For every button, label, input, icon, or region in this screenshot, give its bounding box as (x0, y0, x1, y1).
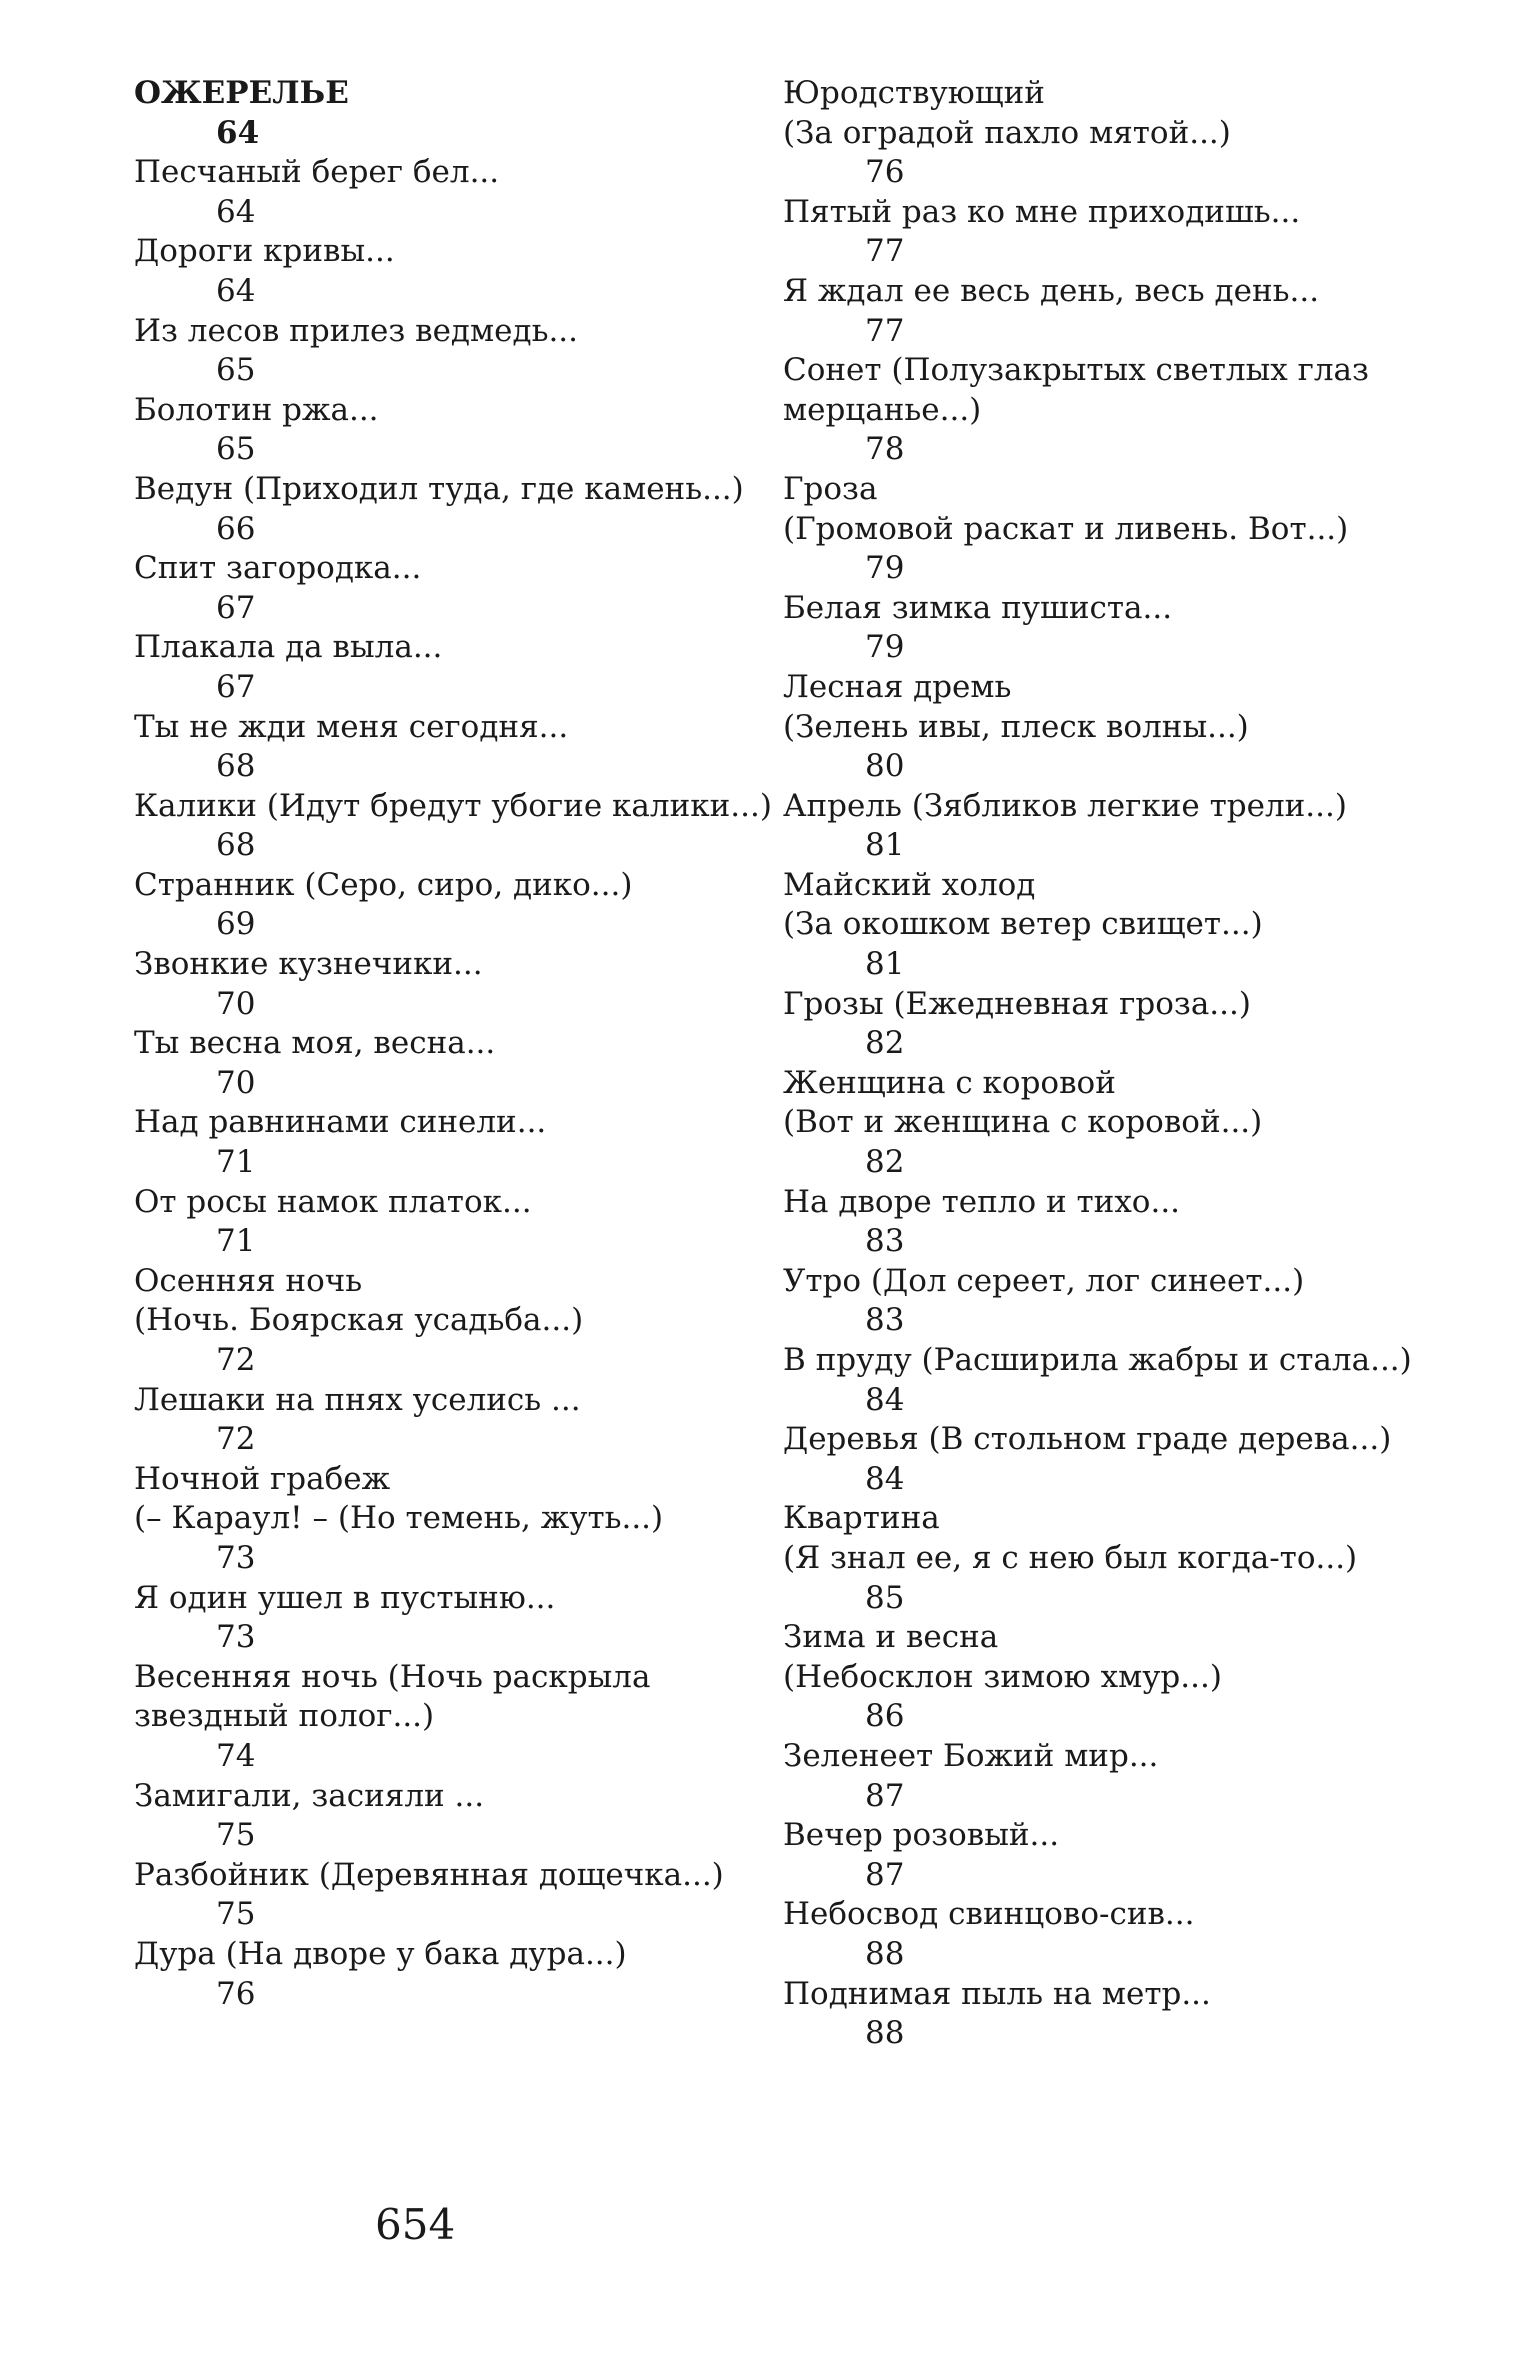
toc-entry (783, 1064, 1463, 1183)
toc-entry-title: Калики (Идут бредут убогие калики...) (134, 787, 772, 824)
toc-entry-page-number: 73 (216, 1539, 256, 1576)
toc-entry-title: Разбойник (Деревянная дощечка...) (134, 1856, 724, 1893)
toc-entry-title: Я ждал ее весь день, весь день... (783, 272, 1320, 309)
toc-entry-title: Юродствующий (783, 75, 1045, 111)
toc-entry-page-number: 79 (865, 550, 905, 587)
toc-entry-page-number: 80 (865, 748, 905, 785)
toc-entry (134, 1658, 774, 1777)
toc-entry-title: Странник (Серо, сиро, дико...) (134, 866, 633, 903)
toc-entry (134, 1460, 774, 1579)
toc-entry-page-number: 68 (216, 827, 256, 864)
toc-entry-page-number: 82 (865, 1144, 905, 1181)
toc-entry-page-number: 82 (865, 1025, 905, 1062)
toc-entry (134, 628, 774, 707)
toc-entry-title: Весенняя ночь (Ночь раскрыла (134, 1658, 651, 1695)
toc-entry-title: Белая зимка пушиста... (783, 589, 1173, 626)
toc-entry (783, 1183, 1463, 1262)
toc-entry-title: От росы намок платок... (134, 1183, 532, 1220)
toc-entry-title: Ты не жди меня сегодня... (134, 708, 569, 745)
toc-entry-title: Пятый раз ко мне приходишь... (783, 193, 1301, 230)
toc-entry (783, 470, 1463, 589)
toc-entry-title: На дворе тепло и тихо... (783, 1183, 1181, 1220)
toc-entry-title: мерцанье...) (783, 391, 982, 428)
toc-entry-title: Лешаки на пнях уселись ... (134, 1381, 581, 1418)
toc-entry-title: Квартина (783, 1500, 940, 1537)
toc-entry-title: Поднимая пыль на метр... (783, 1975, 1211, 2012)
toc-entry (134, 1777, 774, 1856)
page-number: 654 (375, 2200, 456, 2249)
toc-entry-page-number: 67 (216, 589, 256, 626)
toc-entry (134, 1183, 774, 1262)
toc-entry-page-number: 64 (216, 272, 256, 309)
toc-entry-page-number: 75 (216, 1817, 256, 1854)
toc-entry-page-number: 69 (216, 906, 256, 943)
toc-entry-title: Майский холод (783, 866, 1036, 903)
toc-entry-page-number: 65 (216, 431, 256, 468)
toc-entry-page-number: 65 (216, 352, 256, 389)
toc-entry (134, 1856, 774, 1935)
toc-entry (783, 74, 1463, 193)
toc-entry-page-number: 66 (216, 510, 256, 547)
toc-entry (134, 866, 774, 945)
toc-entry (783, 985, 1463, 1064)
toc-entry-title: (Громовой раскат и ливень. Вот...) (783, 510, 1349, 547)
toc-entry-title: Плакала да выла... (134, 629, 443, 666)
toc-entry-page-number: 81 (865, 946, 905, 983)
toc-entry-title: Зеленеет Божий мир... (783, 1737, 1159, 1774)
toc-entry (783, 787, 1463, 866)
toc-entry-page-number: 70 (216, 985, 256, 1022)
toc-entry-page-number: 77 (865, 233, 905, 270)
toc-entry-title: Сонет (Полузакрытых светлых глаз (783, 352, 1369, 389)
toc-entry (134, 1262, 774, 1381)
toc-entry (134, 1935, 774, 2014)
toc-entry-page-number: 64 (216, 193, 256, 230)
toc-entry-title: Спит загородка... (134, 550, 422, 587)
toc-entry-page-number: 78 (865, 431, 905, 468)
toc-entry-title: Над равнинами синели... (134, 1104, 547, 1141)
toc-entry-page-number: 84 (865, 1381, 905, 1418)
toc-entry (783, 351, 1463, 470)
toc-entry (134, 549, 774, 628)
section-page-number: 64 (216, 114, 260, 151)
toc-entry-title: (За окошком ветер свищет...) (783, 906, 1263, 943)
toc-entry-title: Вечер розовый... (783, 1817, 1060, 1854)
toc-entry-title: Осенняя ночь (134, 1262, 363, 1299)
toc-entry (134, 945, 774, 1024)
toc-entry-title: Я один ушел в пустыню... (134, 1579, 556, 1616)
toc-entry-title: Дороги кривы... (134, 233, 395, 270)
toc-left-column (134, 74, 774, 2014)
toc-entry-page-number: 83 (865, 1302, 905, 1339)
toc-entry-title: (Зелень ивы, плеск волны...) (783, 708, 1249, 745)
toc-entry-title: (Вот и женщина с коровой...) (783, 1104, 1263, 1141)
toc-entry (134, 153, 774, 232)
toc-entry (783, 668, 1463, 787)
toc-entry-title: Женщина с коровой (783, 1064, 1116, 1101)
toc-entry-list (134, 153, 774, 2014)
toc-entry (783, 589, 1463, 668)
toc-entry-title: Деревья (В стольном граде дерева...) (783, 1421, 1392, 1458)
toc-entry (134, 1381, 774, 1460)
toc-entry-page-number: 76 (216, 1975, 256, 2012)
toc-entry-title: Ведун (Приходил туда, где камень...) (134, 470, 744, 507)
toc-entry (783, 1499, 1463, 1618)
toc-entry-title: Песчаный берег бел... (134, 154, 500, 191)
toc-right-column (783, 74, 1463, 2054)
toc-entry-page-number: 72 (216, 1421, 256, 1458)
toc-entry-title: звездный полог...) (134, 1698, 435, 1735)
toc-entry (134, 708, 774, 787)
toc-entry-page-number: 85 (865, 1579, 905, 1616)
toc-entry-title: В пруду (Расширила жабры и стала...) (783, 1342, 1412, 1378)
toc-entry-page-number: 76 (865, 154, 905, 191)
toc-entry (134, 1103, 774, 1182)
toc-entry-title: Небосвод свинцово-сив... (783, 1896, 1195, 1933)
toc-entry-page-number: 86 (865, 1698, 905, 1735)
toc-entry (783, 1975, 1463, 2054)
toc-entry-title: Зима и весна (783, 1619, 999, 1656)
toc-entry-page-number: 79 (865, 629, 905, 666)
toc-entry-page-number: 84 (865, 1460, 905, 1497)
toc-entry-list (783, 74, 1463, 2054)
toc-entry-title: Лесная дремь (783, 668, 1012, 705)
toc-entry-title: (Я знал ее, я с нею был когда-то...) (783, 1539, 1358, 1576)
toc-entry-page-number: 72 (216, 1342, 256, 1378)
toc-entry-title: Дура (На дворе у бака дура...) (134, 1935, 627, 1972)
toc-entry-page-number: 75 (216, 1896, 256, 1933)
toc-entry-title: Гроза (783, 470, 878, 507)
toc-entry (783, 193, 1463, 272)
section-title: ОЖЕРЕЛЬЕ (134, 75, 349, 111)
toc-entry (134, 391, 774, 470)
toc-entry-page-number: 67 (216, 668, 256, 705)
toc-entry-page-number: 81 (865, 827, 905, 864)
toc-entry-title: Утро (Дол сереет, лог синеет...) (783, 1262, 1305, 1299)
toc-entry-title: (– Караул! – (Но темень, жуть...) (134, 1500, 664, 1537)
toc-entry-title: Ты весна моя, весна... (134, 1025, 496, 1062)
toc-entry (134, 232, 774, 311)
toc-entry (783, 1618, 1463, 1737)
toc-entry-page-number: 87 (865, 1856, 905, 1893)
toc-entry-title: Грозы (Ежедневная гроза...) (783, 985, 1251, 1022)
toc-entry (783, 1816, 1463, 1895)
toc-entry-title: Звонкие кузнечики... (134, 946, 483, 983)
toc-entry-page-number: 77 (865, 312, 905, 349)
toc-entry-title: (Ночь. Боярская усадьба...) (134, 1302, 584, 1339)
toc-entry (783, 1341, 1463, 1420)
toc-entry-title: Из лесов прилез ведмедь... (134, 312, 579, 349)
toc-entry-title: Апрель (Зябликов легкие трели...) (783, 787, 1347, 824)
toc-entry-title: Болотин ржа... (134, 391, 379, 428)
toc-entry-page-number: 68 (216, 748, 256, 785)
toc-entry-page-number: 71 (216, 1223, 256, 1260)
toc-entry-page-number: 88 (865, 2015, 905, 2052)
toc-entry-title: Замигали, засияли ... (134, 1777, 485, 1814)
toc-entry-page-number: 70 (216, 1064, 256, 1101)
toc-entry-title: (За оградой пахло мятой...) (783, 114, 1231, 151)
toc-entry-page-number: 88 (865, 1935, 905, 1972)
toc-entry (783, 1420, 1463, 1499)
toc-entry (134, 787, 774, 866)
toc-entry (783, 1737, 1463, 1816)
toc-entry (783, 866, 1463, 985)
toc-entry (783, 272, 1463, 351)
toc-entry-page-number: 71 (216, 1144, 256, 1181)
toc-entry (134, 470, 774, 549)
toc-entry-page-number: 87 (865, 1777, 905, 1814)
toc-entry (783, 1895, 1463, 1974)
toc-entry (134, 1024, 774, 1103)
toc-entry-page-number: 83 (865, 1223, 905, 1260)
toc-entry (134, 312, 774, 391)
toc-entry (134, 1579, 774, 1658)
toc-entry-page-number: 73 (216, 1619, 256, 1656)
toc-entry-page-number: 74 (216, 1737, 256, 1774)
toc-entry-title: Ночной грабеж (134, 1460, 391, 1497)
toc-entry-title: (Небосклон зимою хмур...) (783, 1658, 1222, 1695)
toc-entry (783, 1262, 1463, 1341)
